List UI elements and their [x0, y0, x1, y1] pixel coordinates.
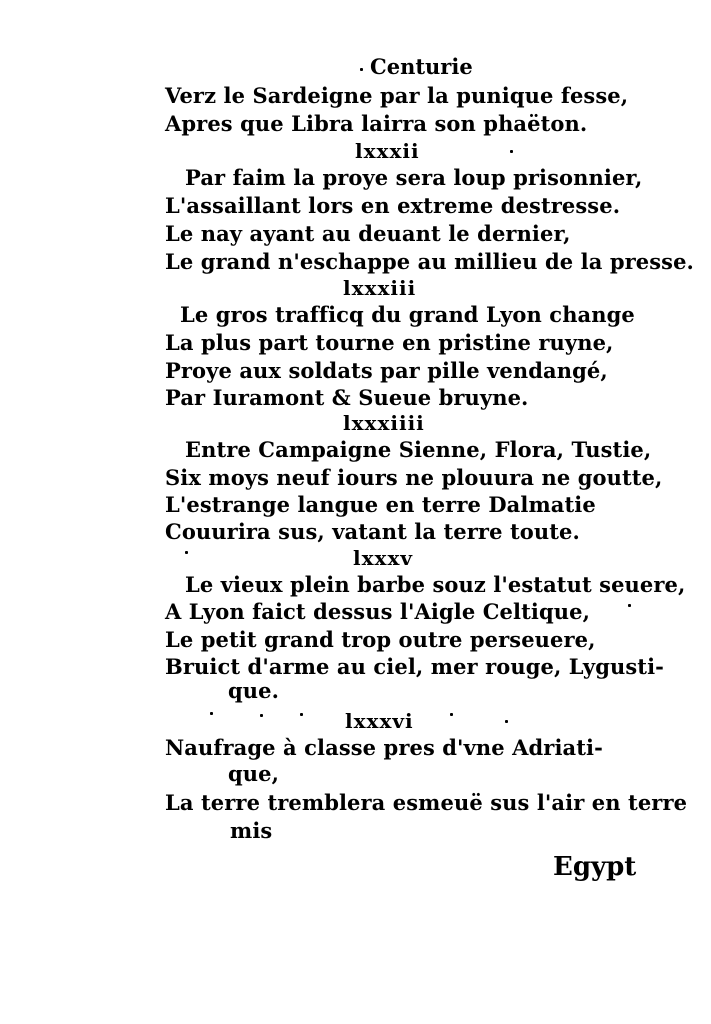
- verse-line: Six moys neuf iours ne plouura ne goutte,: [165, 465, 663, 490]
- verse-line: Verz le Sardeigne par la punique fesse,: [165, 83, 629, 108]
- catchword: Egypt: [553, 852, 637, 882]
- verse-line: que.: [228, 678, 280, 703]
- ink-speck: [505, 720, 508, 723]
- ink-speck: [628, 604, 631, 607]
- verse-line: Bruict d'arme au ciel, mer rouge, Lygusti-: [165, 654, 664, 679]
- quatrain-number: lxxxiii: [343, 276, 417, 300]
- verse-line: Par Iuramont & Sueue bruyne.: [165, 385, 529, 410]
- verse-line: Le gros trafficq du grand Lyon change: [180, 302, 635, 327]
- verse-line: Proye aux soldats par pille vendangé,: [165, 358, 608, 383]
- ink-speck: [360, 68, 363, 71]
- verse-line: Naufrage à classe pres d'vne Adriati-: [165, 735, 603, 760]
- verse-line: Le vieux plein barbe souz l'estatut seuere,: [185, 572, 686, 597]
- ink-speck: [300, 713, 303, 716]
- quatrain-number: lxxxii: [355, 139, 420, 163]
- verse-line: Couurira sus, vatant la terre toute.: [165, 519, 580, 544]
- quatrain-number: lxxxvi: [345, 709, 414, 733]
- verse-line: L'assaillant lors en extreme destresse.: [165, 193, 621, 218]
- verse-line: A Lyon faict dessus l'Aigle Celtique,: [165, 599, 590, 624]
- verse-line: L'estrange langue en terre Dalmatie: [165, 492, 596, 517]
- verse-line: La plus part tourne en pristine ruyne,: [165, 330, 614, 355]
- verse-line: Par faim la proye sera loup prisonnier,: [185, 165, 643, 190]
- running-head: Centurie: [370, 54, 473, 79]
- verse-line: Le nay ayant au deuant le dernier,: [165, 221, 571, 246]
- ink-speck: [510, 150, 513, 153]
- ink-speck: [450, 713, 453, 716]
- ink-speck: [260, 714, 263, 717]
- verse-line: Le petit grand trop outre perseuere,: [165, 627, 596, 652]
- verse-line: Apres que Libra lairra son phaëton.: [165, 111, 588, 136]
- quatrain-number: lxxxv: [353, 546, 413, 570]
- ink-speck: [210, 712, 213, 715]
- verse-line: que,: [228, 761, 280, 786]
- verse-line: Entre Campaigne Sienne, Flora, Tustie,: [185, 437, 652, 462]
- verse-line: Le grand n'eschappe au millieu de la presse.: [165, 249, 694, 274]
- verse-line: La terre tremblera esmeuë sus l'air en terre: [165, 790, 688, 815]
- ink-speck: [185, 551, 188, 554]
- quatrain-number: lxxxiiii: [343, 411, 425, 435]
- verse-line: mis: [230, 818, 273, 843]
